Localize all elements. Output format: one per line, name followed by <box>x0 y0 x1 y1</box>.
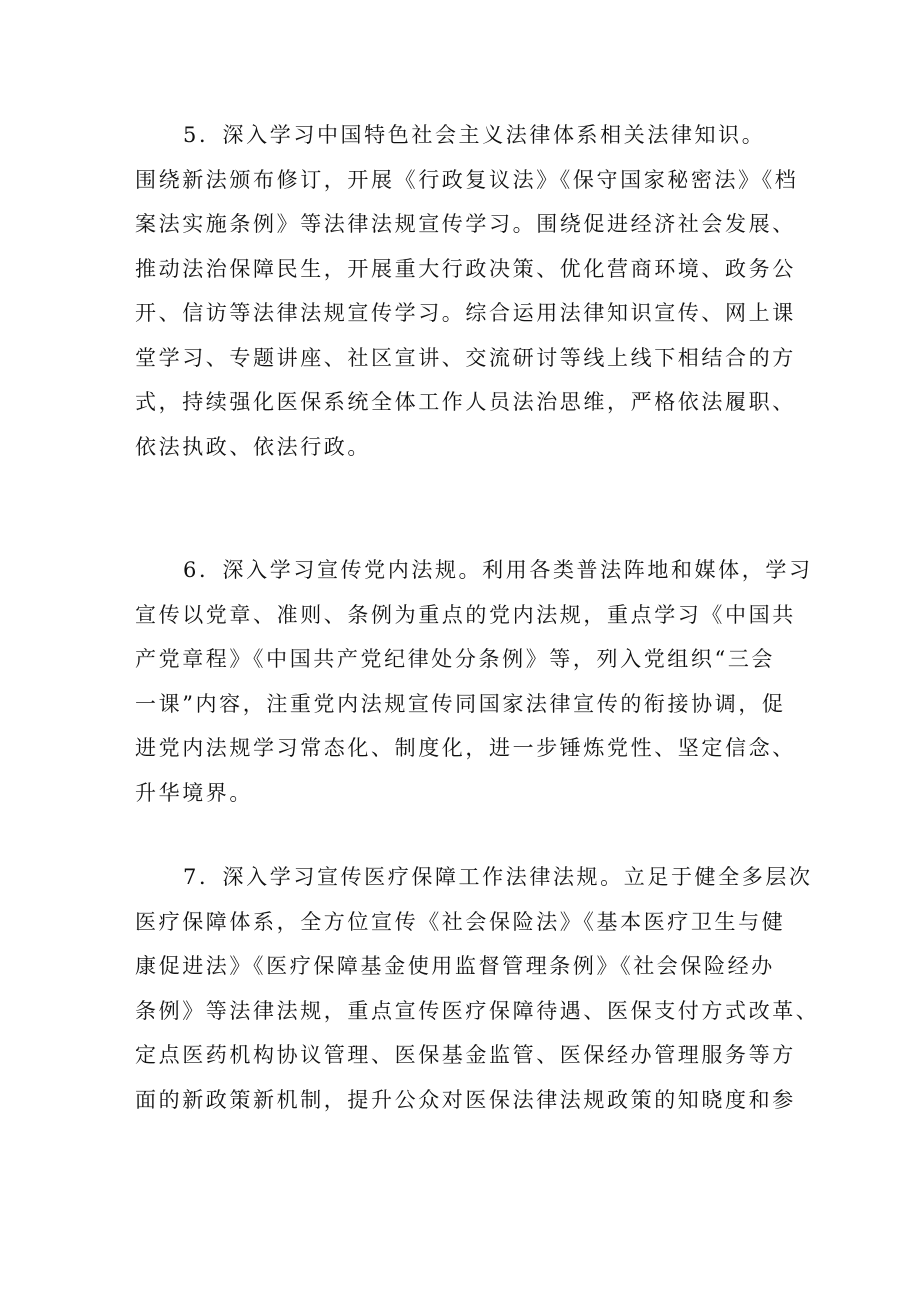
paragraph-line: 推动法治保障民生，开展重大行政决策、优化营商环境、政务公 <box>135 256 796 281</box>
paragraph-line: 面的新政策新机制，提升公众对医保法律法规政策的知晓度和参 <box>135 1087 796 1112</box>
paragraph-line: 案法实施条例》等法律法规宣传学习。围绕促进经济社会发展、 <box>135 212 796 236</box>
paragraph-line: 6．深入学习宣传党内法规。利用各类普法阵地和媒体，学习 <box>183 558 813 582</box>
paragraph-line: 医疗保障体系，全方位宣传《社会保险法》《基本医疗卫生与健 <box>135 909 786 934</box>
paragraph-line: 产党章程》《中国共产党纪律处分条例》等，列入党组织“三会 <box>135 647 776 671</box>
paragraph-line: 围绕新法颁布修订，开展《行政复议法》《保守国家秘密法》《档 <box>135 167 799 192</box>
paragraph-line: 宣传以党章、准则、条例为重点的党内法规，重点学习《中国共 <box>135 602 796 627</box>
paragraph-line: 条例》等法律法规，重点宣传医疗保障待遇、医保支付方式改革、 <box>135 998 820 1023</box>
paragraph-line: 开、信访等法律法规宣传学习。综合运用法律知识宣传、网上课 <box>135 301 796 325</box>
paragraph-line: 式，持续强化医保系统全体工作人员法治思维，严格依法履职、 <box>135 390 796 414</box>
section-5-paragraph <box>135 113 799 469</box>
paragraph-line: 依法执政、依法行政。 <box>135 434 371 459</box>
section-6-paragraph <box>135 548 813 815</box>
paragraph-line: 5．深入学习中国特色社会主义法律体系相关法律知识。 <box>183 123 766 147</box>
paragraph-line: 康促进法》《医疗保障基金使用监督管理条例》《社会保险经办 <box>135 954 775 978</box>
paragraph-line: 7．深入学习宣传医疗保障工作法律法规。立足于健全多层次 <box>183 865 813 889</box>
section-7-paragraph <box>135 855 820 1122</box>
paragraph-line: 进党内法规学习常态化、制度化，进一步锤炼党性、坚定信念、 <box>135 736 796 760</box>
paragraph-line: 堂学习、专题讲座、社区宣讲、交流研讨等线上线下相结合的方 <box>135 345 796 370</box>
paragraph-line: 定点医药机构协议管理、医保基金监管、医保经办管理服务等方 <box>135 1043 796 1067</box>
paragraph-line: 一课”内容，注重党内法规宣传同国家法律宣传的衔接协调，促 <box>135 691 786 716</box>
paragraph-line: 升华境界。 <box>135 780 253 805</box>
